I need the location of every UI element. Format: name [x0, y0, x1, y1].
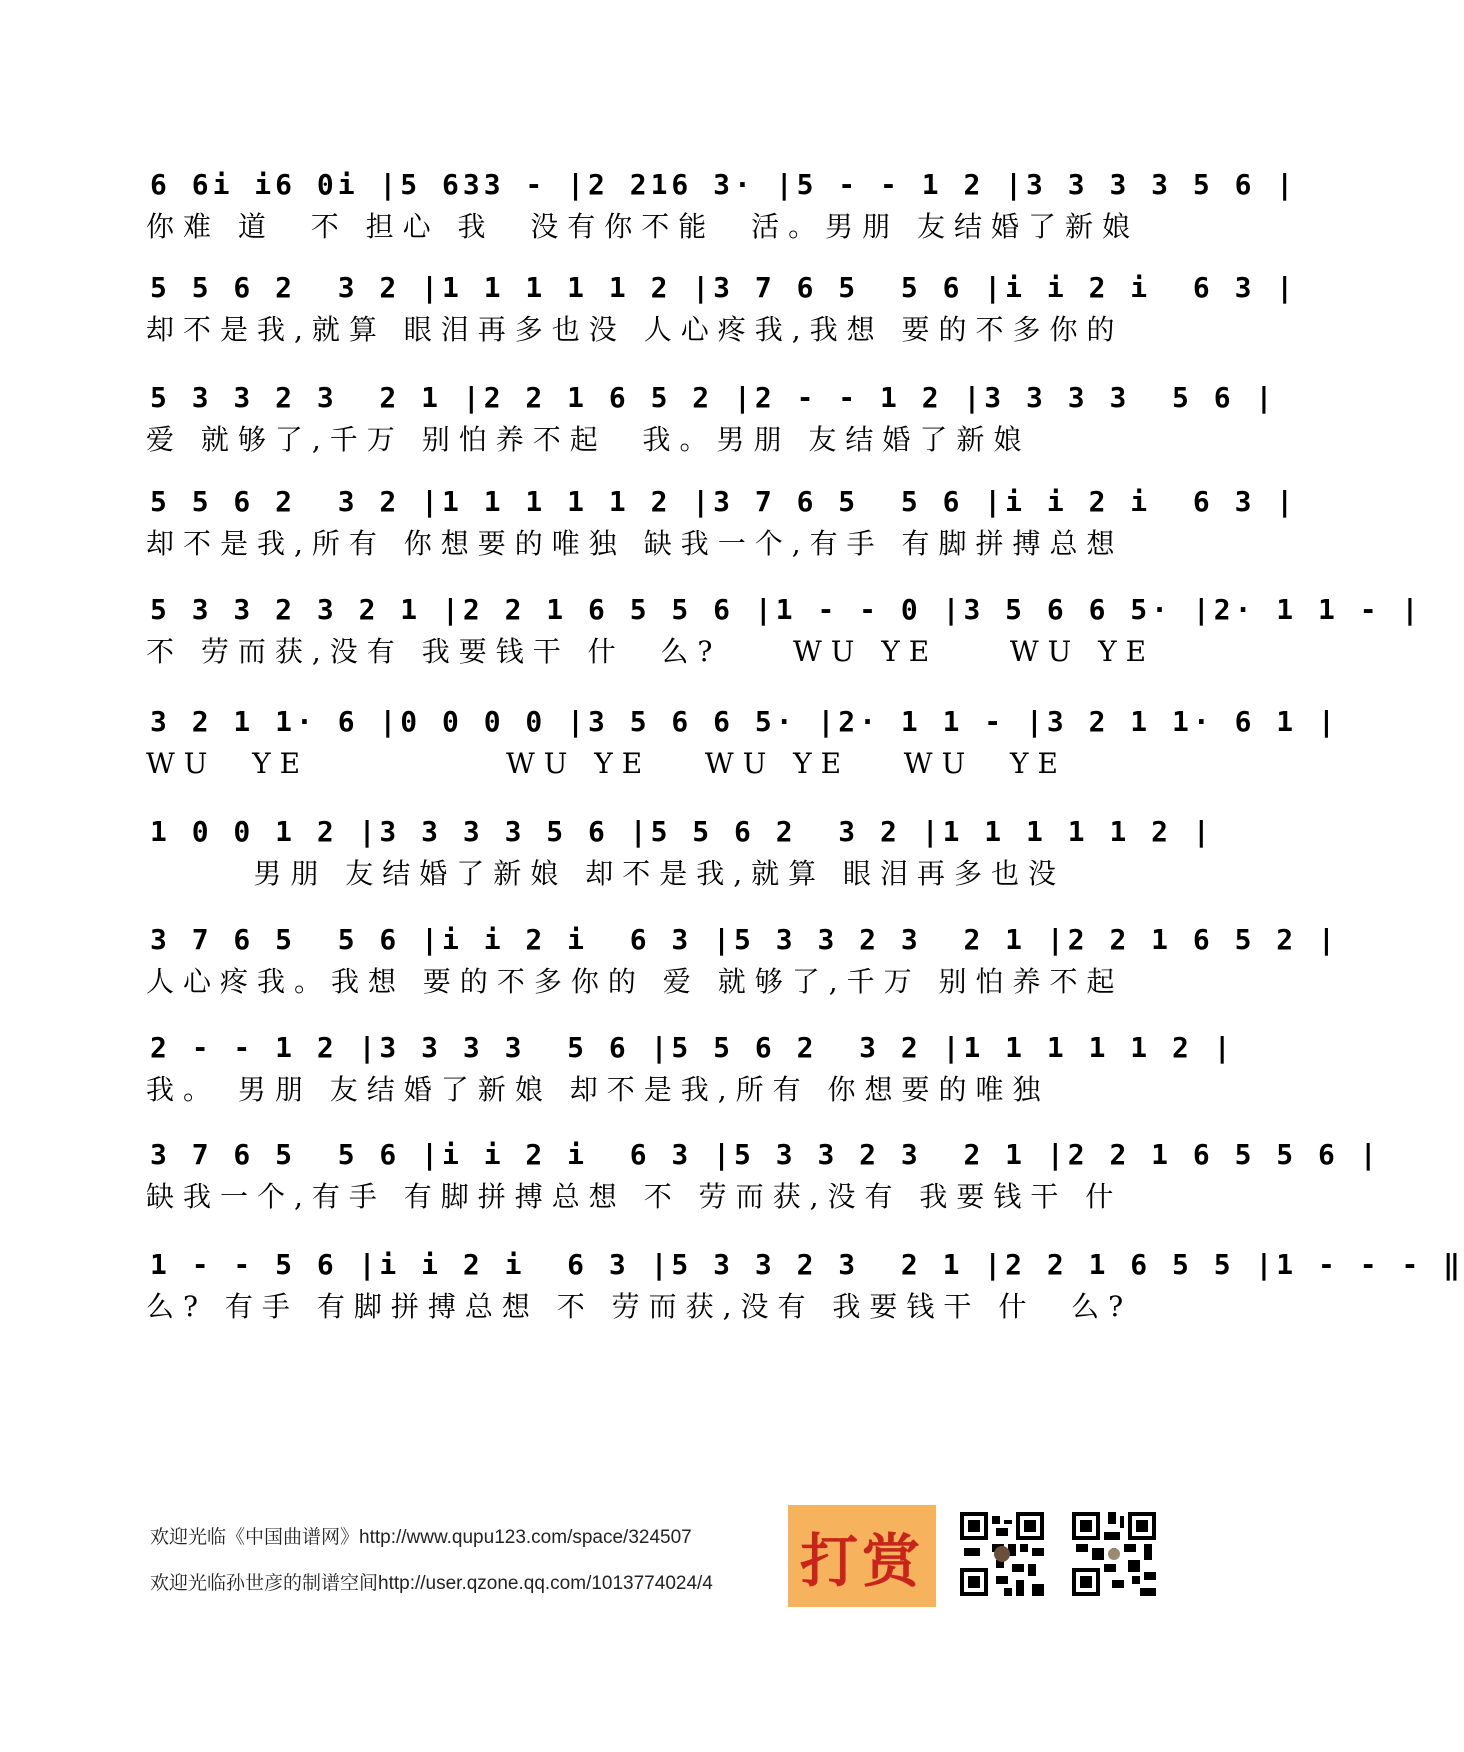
lyrics-line: 我。 男朋 友结婚了新娘 却不是我,所有 你想要的唯独 [146, 1073, 1050, 1106]
lyrics-line: 缺我一个,有手 有脚拼搏总想 不 劳而获,没有 我要钱干 什 [146, 1180, 1123, 1213]
notation-line: 3 7 6 5 5 6 |i i 2 i 6 3 |5 3 3 2 3 2 1 |2 2 1 6 5 2 | [150, 923, 1339, 956]
notation-line: 5 5 6 2 3 2 |1 1 1 1 1 2 |3 7 6 5 5 6 |i i 2 i 6 3 | [150, 271, 1298, 304]
lyrics-line: 你难 道 不 担心 我 没有你不能 活。男朋 友结婚了新娘 [146, 210, 1140, 243]
notation-line: 1 - - 5 6 |i i 2 i 6 3 |5 3 3 2 3 2 1 |2 2 1 6 5 5 |1 - - - ‖ [150, 1248, 1464, 1281]
notation-line: 1 0 0 1 2 |3 3 3 3 5 6 |5 5 6 2 3 2 |1 1 1 1 1 2 | [150, 815, 1214, 848]
lyrics-line: 却不是我,就算 眼泪再多也没 人心疼我,我想 要的不多你的 [146, 313, 1124, 346]
lyrics-line: 男朋 友结婚了新娘 却不是我,就算 眼泪再多也没 [146, 857, 1066, 890]
lyrics-line: 人心疼我。我想 要的不多你的 爱 就够了,千万 别怕养不起 [146, 965, 1124, 998]
lyrics-line: 却不是我,所有 你想要的唯独 缺我一个,有手 有脚拼搏总想 [146, 527, 1124, 560]
footer-qupu-link[interactable]: 欢迎光临《中国曲谱网》http://www.qupu123.com/space/324507 [150, 1527, 692, 1548]
footer-qzone-link[interactable]: 欢迎光临孙世彦的制谱空间http://user.qzone.qq.com/1013774024/4 [150, 1573, 713, 1594]
qr-code-icon [960, 1512, 1044, 1596]
lyrics-line: 么? 有手 有脚拼搏总想 不 劳而获,没有 我要钱干 什 么? [146, 1290, 1133, 1323]
notation-line: 5 3 3 2 3 2 1 |2 2 1 6 5 2 |2 - - 1 2 |3 3 3 3 5 6 | [150, 381, 1277, 414]
notation-line: 5 5 6 2 3 2 |1 1 1 1 1 2 |3 7 6 5 5 6 |i i 2 i 6 3 | [150, 485, 1298, 518]
lyrics-line: WU YE WU YE WU YE WU YE [146, 747, 1067, 780]
reward-button[interactable]: 打赏 [788, 1505, 936, 1607]
lyrics-line: 爱 就够了,千万 别怕养不起 我。男朋 友结婚了新娘 [146, 423, 1031, 456]
lyrics-line: 不 劳而获,没有 我要钱干 什 么? WU YE WU YE [146, 635, 1156, 668]
notation-line: 6 6i i6 0i |5 633 - |2 216 3· |5 - - 1 2 |3 3 3 3 5 6 | [150, 168, 1298, 201]
notation-line: 5 3 3 2 3 2 1 |2 2 1 6 5 5 6 |1 - - 0 |3 5 6 6 5· |2· 1 1 - | [150, 593, 1423, 626]
qr-code-icon [1072, 1512, 1156, 1596]
notation-line: 3 7 6 5 5 6 |i i 2 i 6 3 |5 3 3 2 3 2 1 |2 2 1 6 5 5 6 | [150, 1138, 1381, 1171]
notation-line: 3 2 1 1· 6 |0 0 0 0 |3 5 6 6 5· |2· 1 1 - |3 2 1 1· 6 1 | [150, 705, 1339, 738]
notation-line: 2 - - 1 2 |3 3 3 3 5 6 |5 5 6 2 3 2 |1 1 1 1 1 2 | [150, 1031, 1235, 1064]
